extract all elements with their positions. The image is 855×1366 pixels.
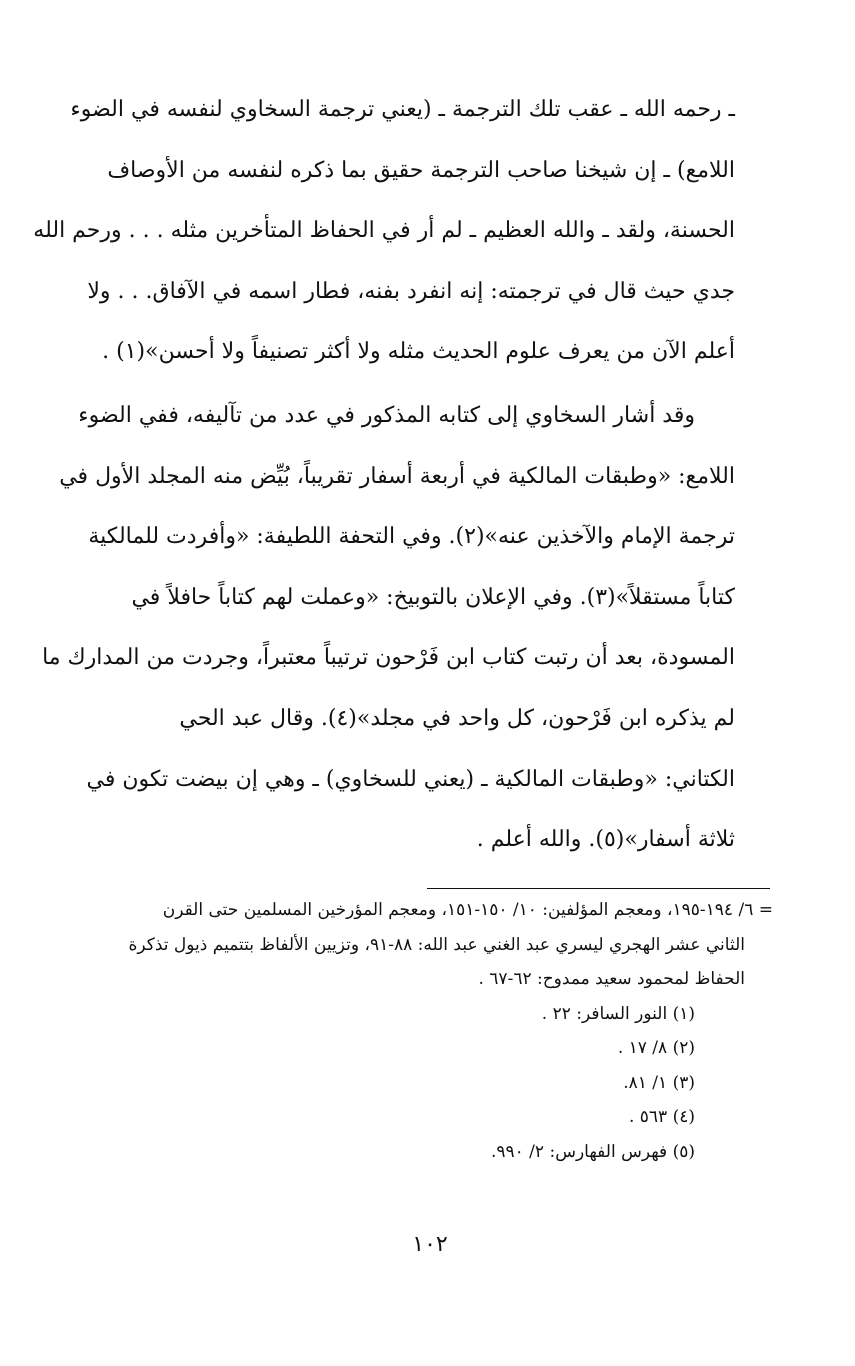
text-line: الحسنة، ولقد ـ والله العظيم ـ لم أر في الحفاظ المتأخرين مثله . . . ورحم الله	[33, 218, 735, 244]
text-line: وقد أشار السخاوي إلى كتابه المذكور في عدد من تآليفه، ففي الضوء	[78, 402, 695, 428]
text-line: ـ رحمه الله ـ عقب تلك الترجمة ـ (يعني ترجمة السخاوي لنفسه في الضوء	[70, 97, 735, 122]
paragraph-2	[42, 386, 735, 871]
paragraph-1	[33, 80, 735, 383]
footnote-line: الثاني عشر الهجري ليسري عبد الغني عبد الله: ٨٨-٩١، وتزيين الألفاظ بتتميم ذيول تذكرة	[128, 934, 745, 955]
text-line: الكتاني: «وطبقات المالكية ـ (يعني للسخاوي) ـ وهي إن بيضت تكون في	[86, 766, 735, 792]
text-line: اللامع: «وطبقات المالكية في أربعة أسفار تقريباً، بُيِّض منه المجلد الأول في	[59, 463, 735, 489]
footnote-line: = ٦/ ١٩٤-١٩٥، ومعجم المؤلفين: ١٠/ ١٥٠-١٥١، ومعجم المؤرخين المسلمين حتى القرن	[162, 900, 773, 920]
text-line: كتاباً مستقلاً»(٣). وفي الإعلان بالتوبيخ: «وعملت لهم كتاباً حافلاً في	[131, 584, 735, 610]
text-line: أعلم الآن من يعرف علوم الحديث مثله ولا أكثر تصنيفاً ولا أحسن»(١) .	[102, 339, 735, 365]
main-text	[33, 80, 735, 871]
text-line: اللامع) ـ إن شيخنا صاحب الترجمة حقيق بما ذكره لنفسه من الأوصاف	[107, 157, 735, 183]
footnote-line: الحفاظ لمحمود سعيد ممدوح: ٦٢-٦٧ .	[478, 969, 745, 989]
text-line: جدي حيث قال في ترجمته: إنه انفرد بفنه، فطار اسمه في الآفاق. . . ولا	[87, 278, 735, 304]
footnotes	[69, 893, 773, 1169]
footnote-separator	[427, 888, 770, 889]
footnote-continuation	[69, 893, 773, 997]
footnote-3: (٣) ١/ ٨١.	[623, 1072, 695, 1093]
text-line: المسودة، بعد أن رتبت كتاب ابن فَرْحون ترتيباً معتبراً، وجردت من المدارك ما	[42, 645, 735, 671]
footnote-1: (١) النور السافر: ٢٢ .	[541, 1003, 695, 1024]
footnote-4: (٤) ٥٦٣ .	[628, 1107, 695, 1127]
footnote-2: (٢) ٨/ ١٧ .	[617, 1038, 695, 1058]
text-line: لم يذكره ابن فَرْحون، كل واحد في مجلد»(٤). وقال عبد الحي	[179, 705, 735, 731]
page-number: ١٠٢	[412, 1232, 448, 1257]
text-line: ثلاثة أسفار»(٥). والله أعلم .	[476, 827, 735, 853]
footnote-5: (٥) فهرس الفهارس: ٢/ ٩٩٠.	[490, 1141, 695, 1162]
text-line: ترجمة الإمام والآخذين عنه»(٢). وفي التحفة اللطيفة: «وأفردت للمالكية	[88, 524, 735, 550]
